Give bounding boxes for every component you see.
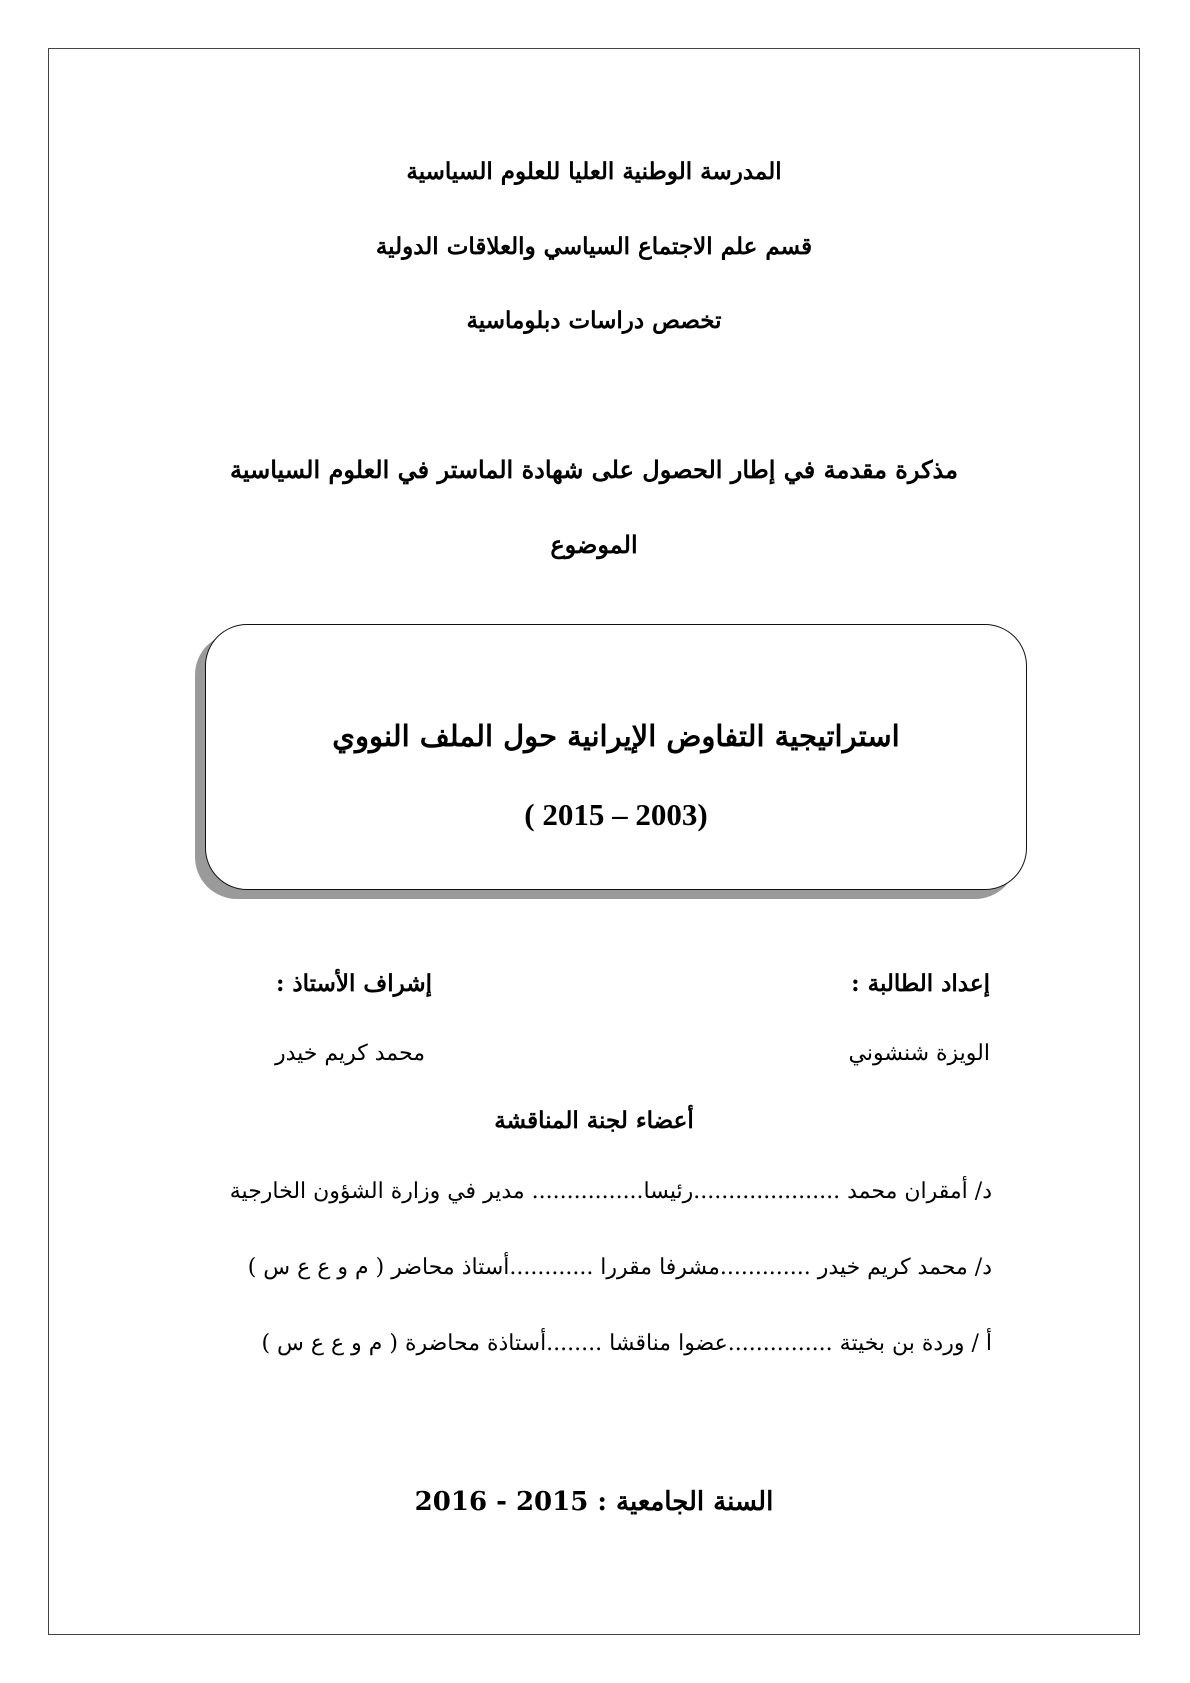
academic-year: السنة الجامعية : 2015 - 2016 (414, 1487, 774, 1517)
specialty-name: تخصص دراسات دبلوماسية (466, 307, 722, 334)
department-name: قسم علم الاجتماع السياسي والعلاقات الدولية (375, 233, 813, 260)
student-name: الويزة شنشوني (848, 1041, 990, 1066)
thesis-title: استراتيجية التفاوض الإيرانية حول الملف النووي (332, 719, 900, 753)
supervisor-label: إشراف الأستاذ : (275, 970, 432, 997)
supervisor-name: محمد كريم خيدر (274, 1041, 425, 1066)
committee-member-1: د/ أمقران محمد .....................رئيسا................ مدير في وزارة الشؤون الخارجية (229, 1179, 992, 1204)
committee-heading: أعضاء لجنة المناقشة (494, 1107, 694, 1134)
title-box (205, 624, 1027, 890)
prepared-by-label: إعداد الطالبة : (851, 970, 990, 997)
thesis-years: ( 2015 – 2003) (524, 797, 708, 832)
thesis-intro: مذكرة مقدمة في إطار الحصول على شهادة الماستر في العلوم السياسية (229, 455, 958, 484)
committee-member-3: أ / وردة بن بخيتة ...............عضوا مناقشا ........أستاذة محاضرة ( م و ع ع س ) (261, 1331, 992, 1356)
school-name: المدرسة الوطنية العليا للعلوم السياسية (406, 158, 782, 185)
committee-member-2: د/ محمد كريم خيدر .............مشرفا مقررا ............أستاذ محاضر ( م و ع ع س ) (247, 1255, 992, 1280)
subject-label: الموضوع (550, 530, 638, 559)
